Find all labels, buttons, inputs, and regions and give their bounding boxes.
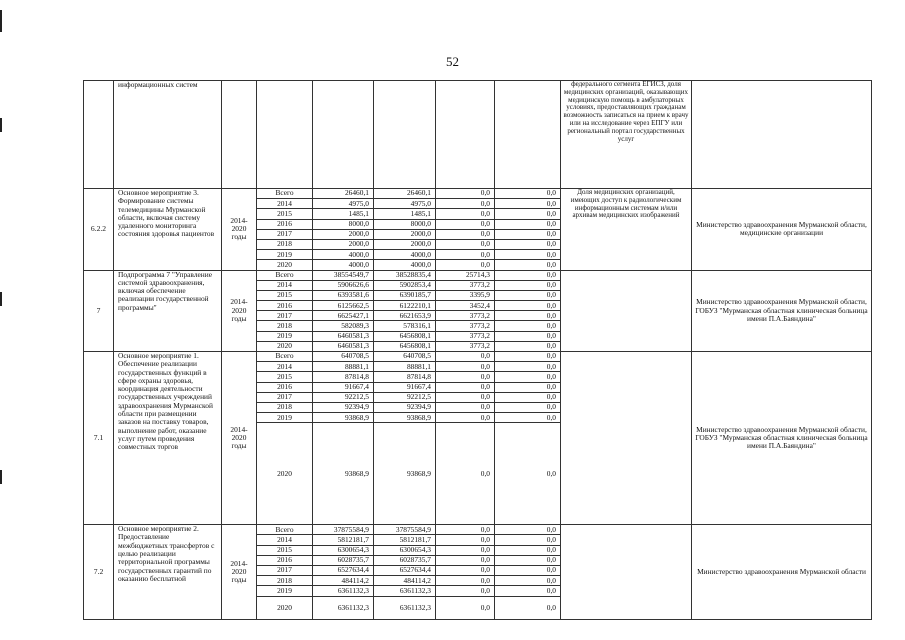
- value-cell: 0,0: [436, 189, 495, 199]
- row-number: 7.1: [84, 352, 114, 525]
- value-cell: 0,0: [436, 525, 495, 535]
- value-cell: 0,0: [495, 239, 561, 249]
- year-cell: 2016: [257, 301, 313, 311]
- value-cell: 37875584,9: [313, 525, 374, 535]
- name-cell: информационных систем: [114, 81, 222, 189]
- value-cell: 37875584,9: [374, 525, 436, 535]
- value-cell: 6456808,1: [374, 331, 436, 341]
- year-cell: 2014: [257, 280, 313, 290]
- value-cell: 6300654,3: [313, 545, 374, 555]
- value-cell: 91667,4: [313, 382, 374, 392]
- value-cell: 0,0: [436, 545, 495, 555]
- value-cell: 0,0: [495, 280, 561, 290]
- indicator-cell: [561, 525, 692, 620]
- value-cell: 640708,5: [313, 352, 374, 362]
- value-cell: 6393581,6: [313, 290, 374, 300]
- value-cell: 0,0: [436, 352, 495, 362]
- table-row: [84, 189, 872, 199]
- responsible-cell: Министерство здравоохранения Мурманской области, медицинские организации: [692, 189, 872, 271]
- row-number: 7: [84, 270, 114, 352]
- value-cell: 6527634,4: [313, 565, 374, 575]
- value-cell: 0,0: [495, 341, 561, 351]
- value-cell: 484114,2: [374, 576, 436, 586]
- value-cell: 0,0: [436, 413, 495, 423]
- value-cell: 91667,4: [374, 382, 436, 392]
- value-cell: 0,0: [495, 413, 561, 423]
- indicator-cell: Доля медицинских организаций, имеющих доступ к радиологическим информационным системам и/или архивам медицинских изображений: [561, 189, 692, 271]
- term-cell: [222, 81, 257, 189]
- value-cell: 3773,2: [436, 341, 495, 351]
- value-cell: 0,0: [495, 229, 561, 239]
- value-cell: 0,0: [495, 199, 561, 209]
- value-cell: 2000,0: [374, 229, 436, 239]
- year-cell: 2014: [257, 199, 313, 209]
- value-cell: 0,0: [495, 565, 561, 575]
- year-cell: 2015: [257, 372, 313, 382]
- table-row: [84, 81, 872, 189]
- value-cell: 5902853,4: [374, 280, 436, 290]
- term-cell: 2014-2020 годы: [222, 189, 257, 271]
- responsible-cell: Министерство здравоохранения Мурманской области, ГОБУЗ "Мурманская областная клиническая больница имени П.А.Баяндина": [692, 352, 872, 525]
- value-cell: 0,0: [436, 586, 495, 596]
- value-cell: 87814,8: [313, 372, 374, 382]
- value-cell: 0,0: [436, 250, 495, 260]
- value-cell: 484114,2: [313, 576, 374, 586]
- year-cell: 2020: [257, 341, 313, 351]
- year-cell: 2017: [257, 229, 313, 239]
- measure-name: Основное мероприятие 2. Предоставление межбюджетных трансфертов с целью реализации территориальной программы государственных гарантий по оказанию бесплатной: [114, 525, 222, 620]
- value-cell: 92212,5: [313, 392, 374, 402]
- year-cell: 2015: [257, 545, 313, 555]
- value-cell: 6460581,3: [313, 341, 374, 351]
- value-cell: 640708,5: [374, 352, 436, 362]
- value-cell: [374, 81, 436, 189]
- value-cell: 93868,9: [313, 413, 374, 423]
- responsible-cell: [692, 81, 872, 189]
- indicator-cell: [561, 352, 692, 525]
- value-cell: 38554549,7: [313, 270, 374, 280]
- value-cell: 0,0: [436, 209, 495, 219]
- value-cell: [313, 81, 374, 189]
- value-cell: 0,0: [495, 555, 561, 565]
- value-cell: 2000,0: [374, 239, 436, 249]
- year-cell: 2016: [257, 382, 313, 392]
- indicator-cell: [561, 270, 692, 352]
- term-cell: 2014-2020 годы: [222, 352, 257, 525]
- value-cell: 87814,8: [374, 372, 436, 382]
- value-cell: 0,0: [436, 362, 495, 372]
- value-cell: 2000,0: [313, 229, 374, 239]
- year-cell: 2018: [257, 576, 313, 586]
- year-cell: 2014: [257, 535, 313, 545]
- value-cell: 6361132,3: [313, 596, 374, 620]
- value-cell: 38528835,4: [374, 270, 436, 280]
- value-cell: 0,0: [436, 565, 495, 575]
- value-cell: 0,0: [495, 290, 561, 300]
- year-cell: 2019: [257, 413, 313, 423]
- value-cell: 0,0: [436, 239, 495, 249]
- value-cell: 93868,9: [313, 423, 374, 525]
- value-cell: 5812181,7: [313, 535, 374, 545]
- value-cell: 1485,1: [313, 209, 374, 219]
- value-cell: 4000,0: [313, 260, 374, 270]
- value-cell: 6122210,1: [374, 301, 436, 311]
- value-cell: 4975,0: [374, 199, 436, 209]
- value-cell: 0,0: [495, 270, 561, 280]
- value-cell: 6527634,4: [374, 565, 436, 575]
- value-cell: 3773,2: [436, 311, 495, 321]
- value-cell: 0,0: [495, 576, 561, 586]
- year-cell: 2015: [257, 290, 313, 300]
- value-cell: 0,0: [495, 301, 561, 311]
- value-cell: 88881,1: [313, 362, 374, 372]
- value-cell: 0,0: [495, 535, 561, 545]
- value-cell: 0,0: [436, 392, 495, 402]
- year-cell: 2020: [257, 423, 313, 525]
- value-cell: 8000,0: [374, 219, 436, 229]
- term-cell: 2014-2020 годы: [222, 525, 257, 620]
- value-cell: 25714,3: [436, 270, 495, 280]
- program-table: [83, 80, 872, 620]
- value-cell: 0,0: [495, 382, 561, 392]
- year-cell: 2019: [257, 250, 313, 260]
- value-cell: 0,0: [436, 372, 495, 382]
- value-cell: 0,0: [495, 311, 561, 321]
- value-cell: 0,0: [495, 392, 561, 402]
- value-cell: 0,0: [495, 402, 561, 412]
- value-cell: 6300654,3: [374, 545, 436, 555]
- year-cell: 2018: [257, 321, 313, 331]
- measure-name: Основное мероприятие 3. Формирование системы телемедицины Мурманской области, включая систему удаленного мониторинга состояния здоровья пациентов: [114, 189, 222, 271]
- year-cell: 2017: [257, 311, 313, 321]
- value-cell: 578316,1: [374, 321, 436, 331]
- value-cell: 0,0: [495, 372, 561, 382]
- value-cell: 0,0: [495, 219, 561, 229]
- year-cell: 2020: [257, 596, 313, 620]
- value-cell: 6621653,9: [374, 311, 436, 321]
- value-cell: 0,0: [436, 402, 495, 412]
- value-cell: 0,0: [436, 199, 495, 209]
- value-cell: 0,0: [436, 596, 495, 620]
- value-cell: 0,0: [495, 586, 561, 596]
- year-cell: Всего: [257, 352, 313, 362]
- value-cell: 0,0: [436, 576, 495, 586]
- value-cell: 6625427,1: [313, 311, 374, 321]
- table-row: [84, 270, 872, 280]
- responsible-cell: Министерство здравоохранения Мурманской области, ГОБУЗ "Мурманская областная клиническая больница имени П.А.Баяндина": [692, 270, 872, 352]
- value-cell: 92212,5: [374, 392, 436, 402]
- year-cell: 2018: [257, 402, 313, 412]
- num-cell: [84, 81, 114, 189]
- value-cell: 3773,2: [436, 331, 495, 341]
- value-cell: 93868,9: [374, 423, 436, 525]
- value-cell: 0,0: [436, 535, 495, 545]
- value-cell: 0,0: [495, 250, 561, 260]
- year-cell: 2018: [257, 239, 313, 249]
- scan-mark: [0, 118, 2, 132]
- value-cell: 0,0: [495, 545, 561, 555]
- value-cell: 0,0: [495, 362, 561, 372]
- measure-name: Подпрограмма 7 "Управление системой здравоохранения, включая обеспечение реализации государственной программы": [114, 270, 222, 352]
- responsible-cell: Министерство здравоохранения Мурманской области: [692, 525, 872, 620]
- year-cell: 2017: [257, 565, 313, 575]
- year-cell: 2016: [257, 555, 313, 565]
- value-cell: 6361132,3: [374, 596, 436, 620]
- value-cell: 0,0: [436, 423, 495, 525]
- value-cell: 0,0: [436, 260, 495, 270]
- year-cell: 2017: [257, 392, 313, 402]
- value-cell: 0,0: [436, 555, 495, 565]
- year-cell: Всего: [257, 270, 313, 280]
- value-cell: 26460,1: [313, 189, 374, 199]
- measure-name: Основное мероприятие 1. Обеспечение реализации государственных функций в сфере охраны здоровья, координация деятельности государственных учреждений здравоохранения Мурманской области при размещении заказов на поставку товаров, выполнение работ, оказание услуг путем проведения совместных торгов: [114, 352, 222, 525]
- value-cell: 4000,0: [374, 260, 436, 270]
- value-cell: 0,0: [495, 189, 561, 199]
- value-cell: 2000,0: [313, 239, 374, 249]
- value-cell: 0,0: [495, 209, 561, 219]
- value-cell: 6028735,7: [313, 555, 374, 565]
- value-cell: 4975,0: [313, 199, 374, 209]
- value-cell: 6028735,7: [374, 555, 436, 565]
- value-cell: [436, 81, 495, 189]
- value-cell: 5812181,7: [374, 535, 436, 545]
- value-cell: 92394,9: [313, 402, 374, 412]
- table-row: [84, 352, 872, 362]
- page-number: 52: [446, 54, 459, 69]
- year-cell: 2020: [257, 260, 313, 270]
- term-cell: 2014-2020 годы: [222, 270, 257, 352]
- scan-mark: [0, 470, 2, 484]
- value-cell: 6361132,3: [374, 586, 436, 596]
- value-cell: 92394,9: [374, 402, 436, 412]
- scan-mark: [0, 10, 2, 32]
- value-cell: 0,0: [436, 382, 495, 392]
- value-cell: [495, 81, 561, 189]
- year-cell: 2019: [257, 586, 313, 596]
- value-cell: 6456808,1: [374, 341, 436, 351]
- value-cell: 6125662,5: [313, 301, 374, 311]
- table-row: [84, 525, 872, 535]
- value-cell: 0,0: [495, 321, 561, 331]
- value-cell: 4000,0: [313, 250, 374, 260]
- value-cell: 0,0: [495, 260, 561, 270]
- value-cell: 93868,9: [374, 413, 436, 423]
- year-cell: 2016: [257, 219, 313, 229]
- value-cell: 0,0: [436, 229, 495, 239]
- value-cell: 582089,3: [313, 321, 374, 331]
- value-cell: 3452,4: [436, 301, 495, 311]
- value-cell: 5906626,6: [313, 280, 374, 290]
- year-cell: Всего: [257, 525, 313, 535]
- value-cell: 88881,1: [374, 362, 436, 372]
- value-cell: 6361132,3: [313, 586, 374, 596]
- value-cell: 0,0: [495, 596, 561, 620]
- value-cell: 0,0: [495, 525, 561, 535]
- value-cell: 4000,0: [374, 250, 436, 260]
- indicator-cell: федерального сегмента ЕГИСЗ, доля медицинских организаций, оказывающих медицинскую помощь в амбулаторных условиях, предоставляющих гражданам возможность записаться на прием к врачу или на исследование через ЕПГУ или региональный портал государственных услуг: [561, 81, 692, 189]
- value-cell: 8000,0: [313, 219, 374, 229]
- year-cell: 2019: [257, 331, 313, 341]
- value-cell: 1485,1: [374, 209, 436, 219]
- value-cell: 3395,9: [436, 290, 495, 300]
- row-number: 6.2.2: [84, 189, 114, 271]
- value-cell: 3773,2: [436, 321, 495, 331]
- row-number: 7.2: [84, 525, 114, 620]
- value-cell: 0,0: [436, 219, 495, 229]
- year-cell: 2014: [257, 362, 313, 372]
- value-cell: 3773,2: [436, 280, 495, 290]
- year-cell: 2015: [257, 209, 313, 219]
- value-cell: 0,0: [495, 352, 561, 362]
- scan-mark: [0, 292, 2, 306]
- value-cell: 26460,1: [374, 189, 436, 199]
- value-cell: 0,0: [495, 331, 561, 341]
- value-cell: 6390185,7: [374, 290, 436, 300]
- value-cell: 6460581,3: [313, 331, 374, 341]
- value-cell: 0,0: [495, 423, 561, 525]
- year-cell: Всего: [257, 189, 313, 199]
- year-cell: [257, 81, 313, 189]
